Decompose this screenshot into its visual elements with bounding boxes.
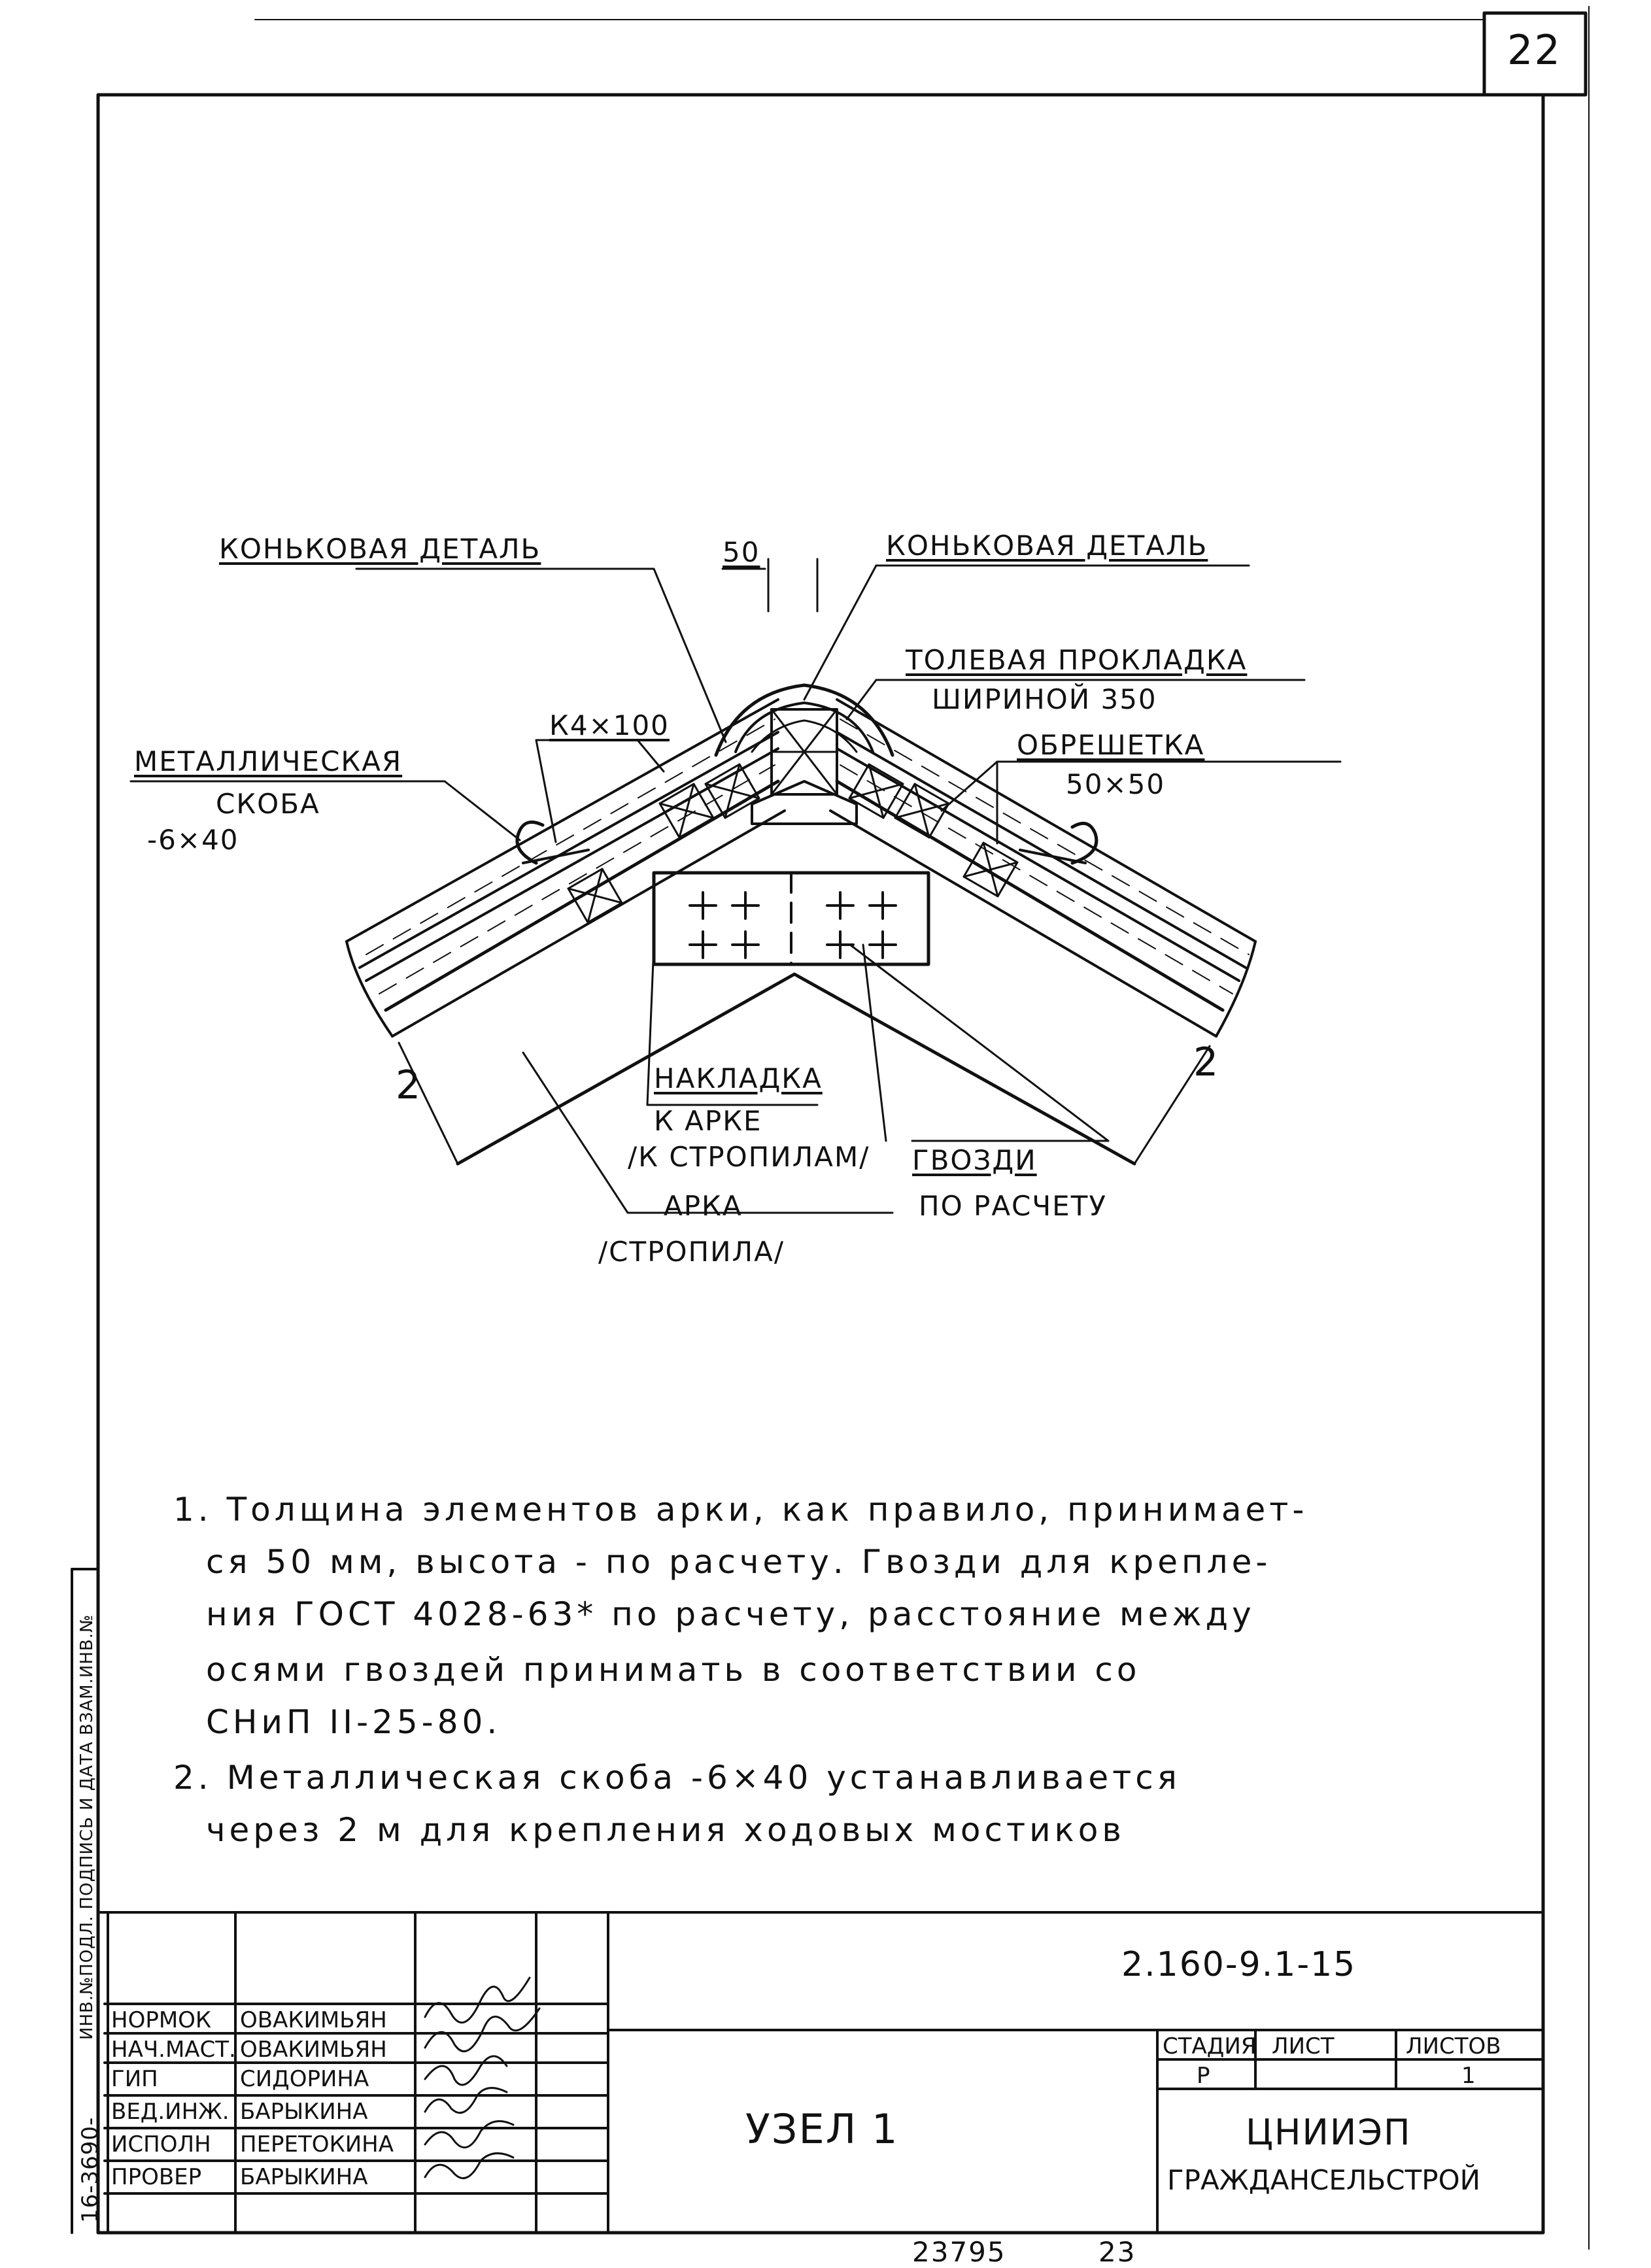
break-mark-left: 2: [396, 1062, 422, 1108]
side-stamp-code: 16-3690-: [77, 2116, 103, 2223]
name-1: ОВАКИМЬЯН: [240, 2007, 387, 2033]
role-2: НАЧ.МАСТ.: [111, 2037, 236, 2063]
label-dim-50: 50: [723, 536, 760, 568]
org-line-2: ГРАЖДАНСЕЛЬСТРОЙ: [1167, 2164, 1481, 2196]
bottom-page: 23: [1098, 2236, 1136, 2268]
note-line-3: ния ГОСТ 4028-63* по расчету, расстояние между: [206, 1595, 1255, 1633]
role-3: ГИП: [111, 2066, 158, 2092]
sheet-number: 22: [1507, 26, 1561, 74]
sheet-header: ЛИСТ: [1272, 2033, 1335, 2059]
note-line-4: осями гвоздей принимать в соответствии со: [206, 1651, 1141, 1689]
label-ridge-right: КОНЬКОВАЯ ДЕТАЛЬ: [886, 530, 1208, 562]
name-2: ОВАКИМЬЯН: [240, 2037, 387, 2063]
name-5: ПЕРЕТОКИНА: [240, 2131, 394, 2158]
label-arch-line1: АРКА: [664, 1190, 743, 1222]
label-metal-line2: СКОБА: [216, 788, 320, 820]
sheets-value: 1: [1461, 2063, 1476, 2089]
label-ridge-left: КОНЬКОВАЯ ДЕТАЛЬ: [219, 533, 541, 565]
note-line-1: 1. Толщина элементов арки, как правило, принимает-: [173, 1491, 1308, 1529]
label-overlay-line2: К АРКЕ: [654, 1105, 762, 1137]
role-1: НОРМОК: [111, 2007, 212, 2033]
stage-header: СТАДИЯ: [1163, 2033, 1257, 2059]
stage-value: Р: [1197, 2063, 1210, 2089]
bottom-number: 23795: [912, 2236, 1006, 2268]
label-nails-line1: ГВОЗДИ: [912, 1144, 1037, 1176]
name-3: СИДОРИНА: [240, 2066, 369, 2092]
signatures: [425, 1978, 539, 2178]
label-nail-k4: К4×100: [549, 709, 670, 741]
note-line-7: через 2 м для крепления ходовых мостиков: [206, 1811, 1125, 1849]
name-6: БАРЫКИНА: [240, 2164, 368, 2190]
label-tar-paper-line1: ТОЛЕВАЯ ПРОКЛАДКА: [906, 644, 1248, 676]
break-mark-right: 2: [1193, 1040, 1220, 1085]
label-tar-paper-line2: ШИРИНОЙ 350: [932, 683, 1157, 715]
role-6: ПРОВЕР: [111, 2164, 202, 2190]
role-5: ИСПОЛН: [111, 2131, 211, 2158]
side-stamp-text: ИНВ.№ПОДЛ. ПОДПИСЬ И ДАТА ВЗАМ.ИНВ.№: [77, 1614, 97, 2040]
label-batten-line2: 50×50: [1066, 768, 1166, 800]
note-line-2: ся 50 мм, высота - по расчету. Гвозди для крепле-: [206, 1543, 1272, 1581]
label-metal-line3: -6×40: [147, 824, 239, 856]
label-overlay-line3: /К СТРОПИЛАМ/: [628, 1141, 870, 1173]
label-metal-line1: МЕТАЛЛИЧЕСКАЯ: [134, 745, 403, 777]
note-line-6: 2. Металлическая скоба -6×40 устанавливается: [173, 1759, 1181, 1797]
label-overlay-line1: НАКЛАДКА: [654, 1062, 823, 1094]
drawing-title: УЗЕЛ 1: [745, 2105, 899, 2153]
role-4: ВЕД.ИНЖ.: [111, 2099, 230, 2125]
sheets-header: ЛИСТОВ: [1406, 2033, 1501, 2059]
org-line-1: ЦНИИЭП: [1246, 2112, 1412, 2153]
label-batten-line1: ОБРЕШЕТКА: [1017, 729, 1205, 761]
note-line-5: СНиП II-25-80.: [206, 1703, 502, 1741]
label-arch-line2: /СТРОПИЛА/: [598, 1236, 785, 1268]
name-4: БАРЫКИНА: [240, 2099, 368, 2125]
label-nails-line2: ПО РАСЧЕТУ: [919, 1190, 1107, 1222]
doc-code: 2.160-9.1-15: [1121, 1945, 1357, 1984]
